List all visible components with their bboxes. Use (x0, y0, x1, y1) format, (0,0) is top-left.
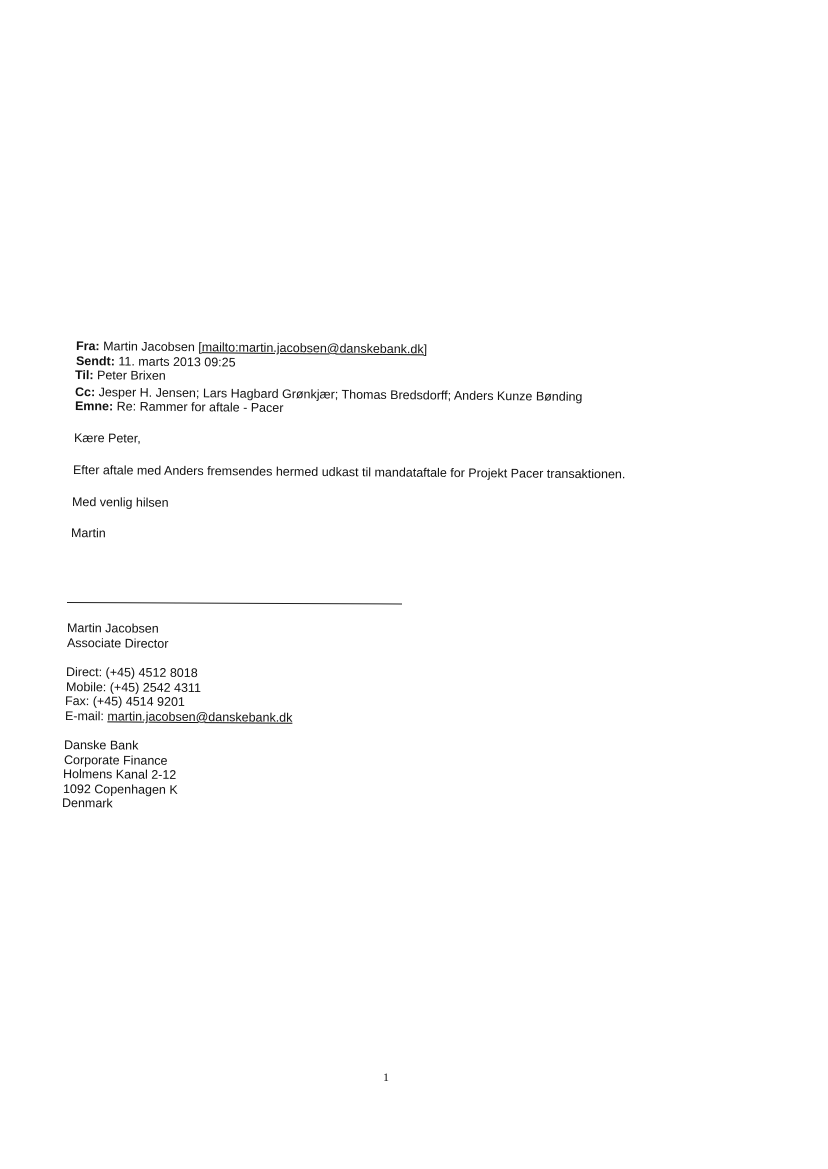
signature-name: Martin Jacobsen (66, 621, 159, 636)
signature-company: Danske Bank (63, 738, 139, 753)
signature-mobile: Mobile: (+45) 2542 4311 (65, 680, 201, 696)
signature-email-label: E-mail: (64, 709, 104, 724)
subject-value: Re: Rammer for aftale - Pacer (116, 399, 284, 416)
signature-title: Associate Director (66, 636, 169, 651)
from-mailto-link[interactable]: [mailto:martin.jacobsen@danskebank.dk] (198, 340, 428, 357)
signature-street: Holmens Kanal 2-12 (62, 767, 177, 782)
subject-label: Emne: (74, 399, 114, 414)
page-number: 1 (383, 1070, 389, 1084)
from-label: Fra: (75, 339, 100, 354)
signature-country: Denmark (61, 796, 113, 811)
signature-divider (67, 602, 402, 604)
signature-direct: Direct: (+45) 4512 8018 (65, 665, 198, 681)
signature-fax: Fax: (+45) 4514 9201 (64, 694, 185, 709)
signature-email-line (65, 709, 293, 726)
to-line (75, 368, 166, 384)
subject-line (75, 399, 284, 416)
to-value: Peter Brixen (96, 368, 166, 383)
sender-first-name: Martin (70, 526, 106, 541)
greeting: Kære Peter, (73, 431, 141, 446)
body-paragraph: Efter aftale med Anders fremsendes hermed udkast til mandataftale for Projekt Pacer transaktionen. (72, 463, 626, 482)
signature-department: Corporate Finance (63, 753, 168, 768)
cc-label: Cc: (74, 385, 96, 400)
signature-email-link[interactable]: martin.jacobsen@danskebank.dk (107, 709, 293, 725)
signature-city: 1092 Copenhagen K (62, 782, 178, 797)
from-name: Martin Jacobsen (103, 339, 195, 355)
sent-value: 11. marts 2013 09:25 (118, 354, 236, 370)
to-label: Til: (74, 368, 94, 383)
sent-label: Sendt: (75, 354, 115, 369)
closing: Med venlig hilsen (71, 495, 169, 510)
cc-value: Jesper H. Jensen; Lars Hagbard Grønkjær; Thomas Bredsdorff; Anders Kunze Bønding (98, 385, 583, 404)
